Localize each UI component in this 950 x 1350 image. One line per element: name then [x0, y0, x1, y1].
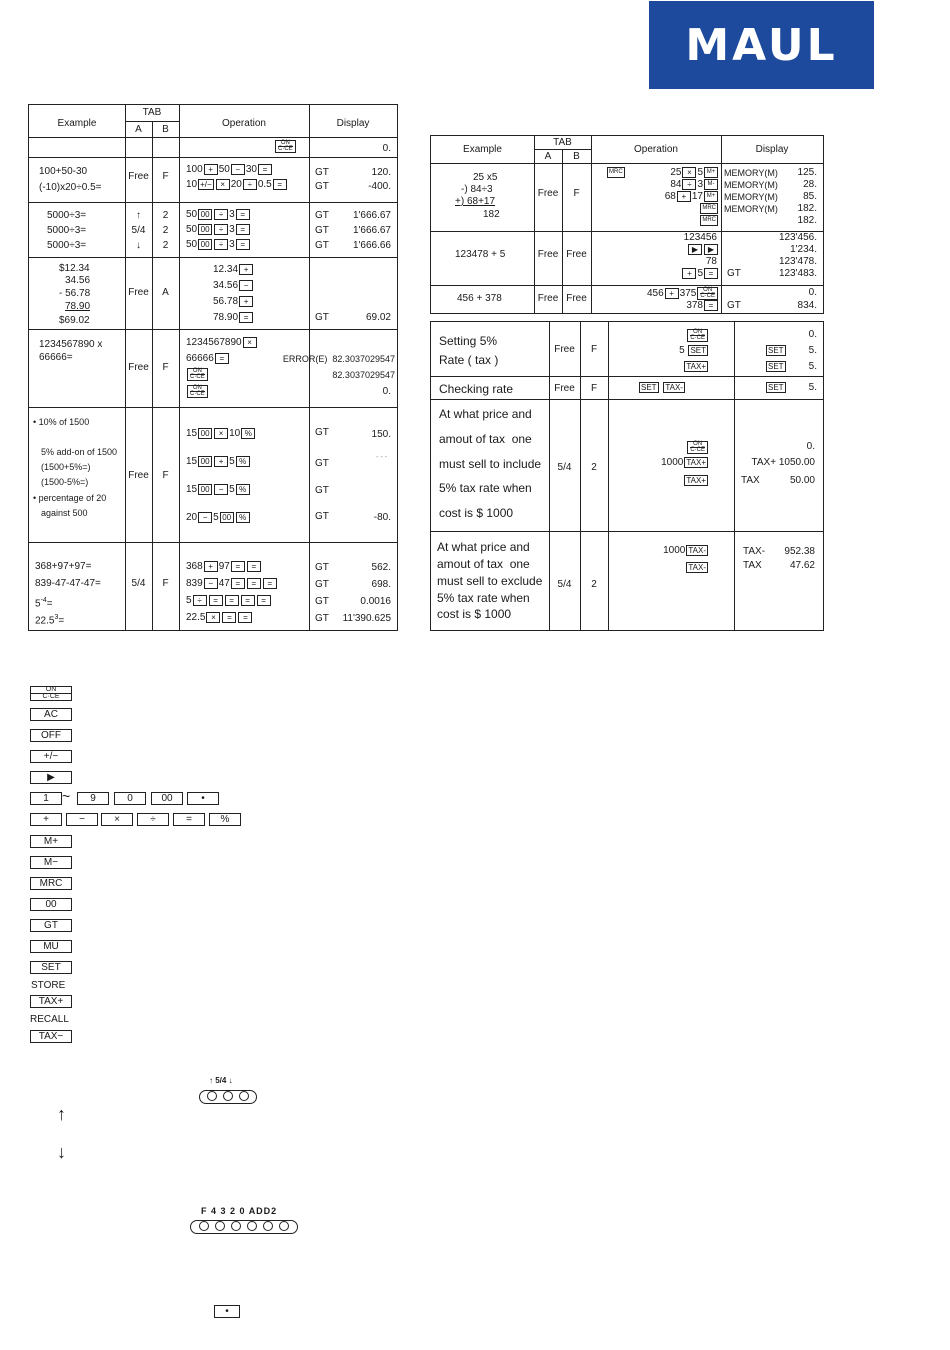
header-tab: TAB: [142, 107, 162, 118]
example-text: (1500-5%=): [41, 477, 89, 487]
mrc-key: MRC: [699, 203, 719, 215]
example-text: 66666=: [39, 352, 73, 363]
set-indicator: SET: [768, 383, 784, 392]
example-text: (-10)x20÷0.5=: [39, 182, 102, 193]
operation-line: 1000 TAX-: [663, 545, 706, 557]
operation-line: 34.56 −: [213, 280, 254, 292]
example-text: 5000÷3=: [47, 240, 87, 251]
operation-line: 368 + 97 = =: [186, 561, 262, 573]
tab-b-value: F: [590, 383, 598, 394]
example-text: 123478 + 5: [455, 249, 506, 260]
tab-a-value: Free: [537, 188, 559, 199]
legend-mrc-key: MRC: [30, 877, 72, 890]
gt-label: GT: [315, 562, 329, 573]
example-table-2: [430, 135, 824, 314]
header-example: Example: [463, 144, 502, 155]
legend-tax-plus-key: TAX+: [30, 995, 72, 1008]
legend-store-label: STORE: [31, 980, 66, 991]
display-value: 182.: [797, 203, 817, 214]
display-value: 11'390.625: [342, 613, 391, 624]
gt-label: GT: [315, 181, 329, 192]
example-text: must sell to include: [439, 457, 542, 471]
decimal-switch-icon: [190, 1220, 298, 1234]
gt-label: GT: [315, 240, 329, 251]
example-text: 34.56: [65, 275, 91, 286]
legend-key-divide: ÷: [137, 813, 169, 826]
legend-gt-key: GT: [30, 919, 72, 932]
example-text: 5000÷3=: [47, 210, 87, 221]
gt-label: GT: [315, 225, 329, 236]
legend-key-dot: •: [187, 792, 219, 805]
example-text: Rate ( tax ): [439, 353, 499, 367]
legend-key-equals: =: [173, 813, 205, 826]
display-value: 0.: [382, 386, 391, 397]
example-text: 5% add-on of 1500: [41, 447, 118, 457]
tax-label: TAX: [743, 560, 762, 571]
operation-line: SET TAX-: [641, 383, 683, 392]
example-text: against 500: [41, 508, 88, 518]
tab-a-value: 5/4: [131, 578, 146, 589]
display-value: 82.3037029547: [332, 370, 395, 380]
display-value: ERROR(E) 82.3037029547: [282, 354, 395, 364]
display-value: 834.: [797, 300, 817, 311]
display-value: 125.: [797, 167, 817, 178]
example-text: 1234567890 x: [39, 339, 103, 350]
header-example: Example: [57, 118, 97, 129]
legend-tilde: ~: [62, 788, 71, 804]
display-value: 150.: [371, 429, 391, 440]
gt-label: GT: [315, 312, 329, 323]
tax-table: [430, 321, 824, 631]
operation-line: 5 SET: [679, 345, 706, 357]
display-value: 0.: [382, 143, 391, 154]
tab-a-value: Free: [128, 362, 149, 373]
display-value: 85.: [803, 191, 817, 202]
operation-line: ▶ ▶: [687, 244, 719, 256]
example-text: Checking rate: [439, 382, 514, 396]
legend-off-key: OFF: [30, 729, 72, 742]
legend-on-cce-key: ON C·CE: [30, 686, 72, 701]
tab-a-value: Free: [128, 171, 149, 182]
legend-tax-minus-key: TAX−: [30, 1030, 72, 1043]
example-text: 456 + 378: [457, 293, 502, 304]
example-text: must sell to exclude: [437, 574, 543, 588]
display-value: 123'478.: [778, 256, 817, 267]
operation-line: 1000 TAX+: [661, 457, 706, 469]
memory-label: MEMORY(M): [724, 204, 778, 214]
example-text: -) 84÷3: [461, 184, 493, 195]
on-cce-key: $\frac{ON}{C\cdot CE}$: [686, 441, 709, 454]
example-text: amout of tax one: [437, 557, 530, 571]
example-text: (1500+5%=): [41, 462, 91, 472]
header-a: A: [135, 124, 142, 135]
gt-label: GT: [315, 427, 329, 438]
operation-line: 78.90 =: [213, 312, 254, 324]
legend-play-icon: ▶: [30, 771, 72, 784]
legend-key-00: 00: [151, 792, 183, 805]
tab-b-value: F: [162, 470, 169, 481]
memory-label: MEMORY(M): [724, 168, 778, 178]
header-operation: Operation: [634, 144, 678, 155]
round-up-icon: ↑: [57, 1104, 66, 1124]
operation-line: + 5 =: [681, 268, 719, 280]
example-text: At what price and: [439, 407, 532, 421]
tab-a-value: Free: [128, 287, 149, 298]
example-text: $12.34: [59, 263, 90, 274]
operation-line: 78: [705, 256, 717, 267]
tab-a-value: 5/4: [131, 225, 146, 236]
display-value: 0.: [808, 287, 817, 298]
operation-line: 20 − 5 00 %: [186, 512, 251, 524]
memory-label: MEMORY(M): [724, 180, 778, 190]
display-value: TAX+ 1050.00: [751, 457, 815, 468]
example-text: 25 x5: [473, 172, 498, 183]
round-down-icon: ↓: [57, 1142, 66, 1162]
legend-recall-label: RECALL: [30, 1014, 69, 1025]
display-value: -80.: [373, 512, 391, 523]
legend-key-plus: +: [30, 813, 62, 826]
gt-label: GT: [315, 210, 329, 221]
display-value: 50.00: [789, 475, 815, 486]
display-value: 952.38: [784, 546, 815, 557]
tax-plus-key: TAX+: [686, 476, 706, 485]
header-b: B: [573, 151, 580, 162]
operation-line: 378 =: [686, 300, 719, 312]
header-display: Display: [755, 144, 789, 155]
example-text: amout of tax one: [439, 432, 532, 446]
display-value: 123'483.: [778, 268, 817, 279]
legend-00-key: 00: [30, 898, 72, 911]
example-text: $22.5^3=$: [35, 614, 65, 627]
legend-mu-key: MU: [30, 940, 72, 953]
example-text: cost is $ 1000: [437, 607, 512, 621]
rounding-switch-icon: [199, 1090, 257, 1104]
display-value: 0.: [806, 441, 815, 452]
display-value: -400.: [368, 181, 391, 192]
display-value: 562.: [371, 562, 391, 573]
operation-line: 10 +/− × 20 ÷ 0.5 =: [186, 179, 288, 191]
tax-label: TAX: [741, 475, 760, 486]
example-text: • percentage of 20: [33, 493, 107, 503]
operation-line: 100 + 50 − 30 =: [186, 164, 273, 176]
operation-line: 68 + 17 M+: [665, 191, 719, 203]
display-value: 698.: [371, 579, 391, 590]
legend-m-minus-key: M−: [30, 856, 72, 869]
display-value: 28.: [803, 179, 817, 190]
up-arrow-icon: ↑: [136, 210, 141, 221]
tab-b-value: Free: [566, 249, 587, 260]
header-tab: TAB: [553, 137, 572, 148]
on-cce-key: $\frac{ON}{C\cdot CE}$: [274, 140, 297, 153]
operation-line: 456 + 375 $\frac{ON}{C\cdot CE}$: [647, 287, 719, 300]
legend-key-times: ×: [101, 813, 133, 826]
header-a: A: [544, 151, 552, 162]
legend-key-minus: −: [66, 813, 98, 826]
tab-a-value: Free: [537, 249, 559, 260]
display-value: 5.: [808, 361, 817, 372]
header-display: Display: [336, 118, 370, 129]
gt-label: GT: [315, 579, 329, 590]
example-text: $5^{-4}=$: [35, 597, 53, 610]
display-value: 120.: [371, 167, 391, 178]
example-total: 182: [483, 209, 500, 220]
tab-a-value: Free: [554, 344, 575, 355]
header-b: B: [162, 124, 169, 135]
display-value: 47.62: [789, 560, 815, 571]
display-value: - - -: [376, 454, 387, 461]
decimal-switch-labels: F 4 3 2 0 ADD2: [201, 1206, 278, 1216]
operation-line: 1234567890 ×: [186, 337, 258, 349]
tax-minus-key: TAX-: [688, 563, 706, 572]
memory-label: MEMORY(M): [724, 192, 778, 202]
example-text: cost is $ 1000: [439, 506, 514, 520]
display-value: 5.: [808, 345, 817, 356]
tab-a-value: 5/4: [557, 579, 572, 590]
example-text: 78.90: [65, 301, 91, 312]
example-text: 5% tax rate when: [437, 591, 530, 605]
legend-key-9: 9: [77, 792, 109, 805]
on-cce-key: $\frac{ON}{C\cdot CE}$: [686, 329, 709, 342]
example-text: 5000÷3=: [47, 225, 87, 236]
display-value: 5.: [808, 382, 817, 393]
tab-a-value: Free: [554, 383, 575, 394]
tab-b-value: Free: [566, 293, 587, 304]
display-value: 1'666.67: [352, 225, 391, 236]
example-text: 100+50-30: [39, 166, 88, 177]
display-value: 69.02: [365, 312, 391, 323]
display-value: 123'456.: [778, 232, 817, 243]
gt-label: GT: [315, 485, 329, 496]
maul-logo: MAUL: [649, 1, 874, 89]
example-text: At what price and: [437, 540, 530, 554]
example-total: $69.02: [59, 315, 90, 326]
legend-key-0: 0: [114, 792, 146, 805]
down-arrow-icon: ↓: [136, 240, 141, 251]
on-cce-key: $\frac{ON}{C\cdot CE}$: [186, 385, 209, 398]
rounding-switch-labels: ↑ 5/4 ↓: [209, 1076, 233, 1085]
operation-line: 12.34 +: [213, 264, 254, 276]
tab-b-value: 2: [591, 462, 597, 473]
display-value: 0.: [808, 329, 817, 340]
example-table-1: [28, 104, 398, 631]
legend-plus-minus-key: +/−: [30, 750, 72, 763]
operation-line: 15 00 × 10 %: [186, 428, 256, 440]
legend-m-plus-key: M+: [30, 835, 72, 848]
legend-ac-key: AC: [30, 708, 72, 721]
operation-line: 25 × 5 M+: [670, 167, 719, 179]
tab-b-value: 2: [162, 225, 169, 236]
header-operation: Operation: [222, 118, 266, 129]
operation-line: 839 − 47 = = =: [186, 578, 278, 590]
gt-label: GT: [315, 458, 329, 469]
tab-b-value: 2: [162, 240, 169, 251]
operation-line: 123456: [683, 232, 717, 243]
operation-line: 5 ÷ = = = =: [186, 595, 272, 607]
operation-line: 15 00 − 5 %: [186, 484, 251, 496]
legend-decimal-point-key: •: [214, 1305, 240, 1318]
example-text: 5% tax rate when: [439, 481, 532, 495]
display-value: 1'666.67: [352, 210, 391, 221]
operation-line: 66666 =: [186, 353, 230, 365]
operation-line: 22.5 × = =: [186, 612, 253, 624]
example-text: - 56.78: [59, 288, 91, 299]
operation-line: 84 ÷ 3 M-: [670, 179, 719, 191]
gt-label: GT: [315, 167, 329, 178]
tab-b-value: F: [590, 344, 598, 355]
tab-b-value: F: [162, 362, 169, 373]
operation-line: 50 00 ÷ 3 =: [186, 224, 251, 236]
operation-line: 50 00 ÷ 3 =: [186, 209, 251, 221]
display-value: 182.: [797, 215, 817, 226]
tab-a-value: Free: [128, 470, 149, 481]
tax-label: TAX-: [743, 546, 766, 557]
gt-label: GT: [727, 268, 741, 279]
gt-label: GT: [315, 596, 329, 607]
example-text: • 10% of 1500: [33, 417, 90, 427]
tab-b-value: F: [162, 171, 169, 182]
display-value: 0.0016: [360, 596, 391, 607]
tab-b-value: 2: [162, 210, 169, 221]
tax-plus-key: TAX+: [686, 362, 706, 371]
display-value: 1'234.: [790, 244, 817, 255]
tab-b-value: A: [162, 287, 169, 298]
tab-b-value: 2: [591, 579, 597, 590]
operation-line: 15 00 + 5 %: [186, 456, 251, 468]
set-indicator: SET: [768, 346, 784, 355]
example-text: 839-47-47-47=: [35, 578, 101, 589]
gt-label: GT: [315, 613, 329, 624]
tab-b-value: F: [162, 578, 169, 589]
mrc-key: MRC: [699, 215, 719, 227]
legend-key-1: 1: [30, 792, 62, 805]
tab-a-value: Free: [537, 293, 559, 304]
on-cce-key: $\frac{ON}{C\cdot CE}$: [186, 368, 209, 381]
tab-a-value: 5/4: [557, 462, 572, 473]
set-indicator: SET: [768, 362, 784, 371]
legend-key-percent: %: [209, 813, 241, 826]
operation-line: 56.78 +: [213, 296, 254, 308]
legend-set-key: SET: [30, 961, 72, 974]
gt-label: GT: [727, 300, 741, 311]
display-value: 1'666.66: [352, 240, 391, 251]
tab-b-value: F: [573, 188, 580, 199]
example-text: 368+97+97=: [35, 561, 92, 572]
example-text: Setting 5%: [439, 334, 498, 348]
operation-line: 50 00 ÷ 3 =: [186, 239, 251, 251]
gt-label: GT: [315, 511, 329, 522]
mrc-key: MRC: [606, 167, 626, 179]
example-text: +) 68+17: [455, 196, 496, 207]
